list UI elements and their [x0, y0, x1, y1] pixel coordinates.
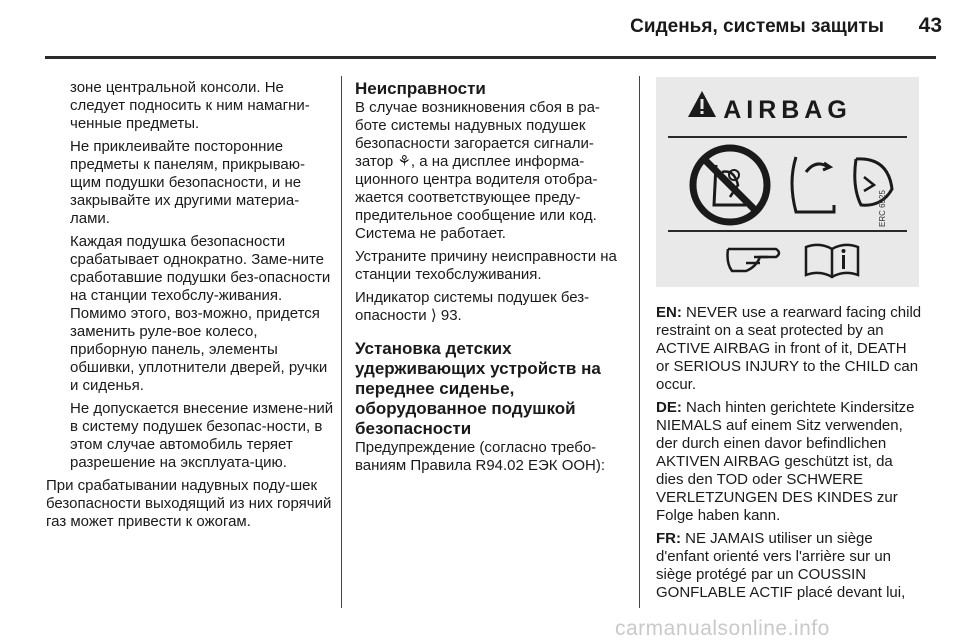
- pointing-hand-icon: [728, 249, 780, 271]
- column-1: [46, 79, 334, 536]
- page-title: Сиденья, системы защиты: [630, 16, 884, 37]
- warning-text-de: Nach hinten gerichtete Kindersitze NIEMALS auf einem Sitz verwenden, der durch einen davor befindlichen AKTIVEN AIRBAG geschützt ist, da dies den TOD oder SCHWERE VERLETZUNGEN DES KINDES zur Folge haben kann.: [656, 399, 915, 524]
- column-divider-right: [639, 76, 640, 608]
- paragraph: Не допускается внесение измене-ний в систему подушек безопас-ности, в этом случае автомобиль теряет разрешение на эксплуата-цию.: [70, 400, 334, 471]
- warning-text-en: NEVER use a rearward facing child restraint on a seat protected by an ACTIVE AIRBAG in front of it, DEATH or SERIOUS INJURY to the CHILD can occur.: [656, 304, 922, 393]
- header-rule: [45, 56, 936, 59]
- warning-triangle-icon: [688, 91, 716, 117]
- paragraph: Индикатор системы подушек без-опасности ⟩ 93.: [355, 289, 590, 324]
- label-code: ERC 6525: [878, 190, 887, 227]
- paragraph: Предупреждение (согласно требо-ваниям Правила R94.02 ЕЭК ООН):: [355, 439, 606, 474]
- airbag-deploy-icon: [792, 157, 892, 212]
- warning-fr: [656, 530, 924, 602]
- column-divider-left: [341, 76, 342, 608]
- column-2: [355, 79, 623, 480]
- section-heading-child-restraints: Установка детских удерживающих устройств на переднее сиденье, оборудованное подушкой безопасности: [355, 339, 601, 438]
- warning-de: [656, 399, 924, 525]
- warning-en: [656, 304, 924, 394]
- paragraph: Устраните причину неисправности на станции техобслуживания.: [355, 248, 617, 283]
- watermark: carmanualsonline.info: [615, 617, 830, 640]
- no-rear-facing-child-seat-icon: [693, 148, 767, 222]
- paragraph: При срабатывании надувных поду-шек безопасности выходящий из них горячий газ может привести к ожогам.: [46, 477, 332, 530]
- paragraph: Не приклеивайте посторонние предметы к панелям, прикрываю-щим подушки безопасности, и не закрывайте их другими материа-лами.: [70, 138, 305, 227]
- lang-label-fr: FR:: [656, 530, 681, 547]
- warning-text-fr: NE JAMAIS utiliser un siège d'enfant orienté vers l'arrière sur un siège protégé par un COUSSIN GONFLABLE ACTIF placé devant lui,: [656, 530, 906, 601]
- airbag-pictograms: [656, 77, 919, 287]
- lang-label-de: DE:: [656, 399, 682, 416]
- section-heading-malfunctions: Неисправности: [355, 79, 486, 98]
- paragraph: зоне центральной консоли. Не следует подносить к ним намагни-ченные предметы.: [70, 79, 310, 132]
- airbag-warning-label: [656, 77, 919, 287]
- column-3: [656, 304, 924, 607]
- paragraph: Каждая подушка безопасности срабатывает однократно. Заме-ните сработавшие подушки без-опасности на станции техобслу-живания. Помимо этого, воз-можно, придется заменить руле-вое колесо, приборную панель, элементы обшивки, уплотнители дверей, ручки и сиденья.: [70, 233, 331, 394]
- manual-book-icon: [806, 245, 858, 277]
- page-number: 43: [918, 14, 942, 37]
- paragraph: В случае возникновения сбоя в ра-боте системы надувных подушек безопасности загорается сигнали-затор ⚘, а на дисплее информа-ционного центра водителя отобра-жается соответствующее преду-предительное сообщение или код. Система не работает.: [355, 99, 600, 242]
- lang-label-en: EN:: [656, 304, 682, 321]
- airbag-label-text: AIRBAG: [723, 96, 852, 124]
